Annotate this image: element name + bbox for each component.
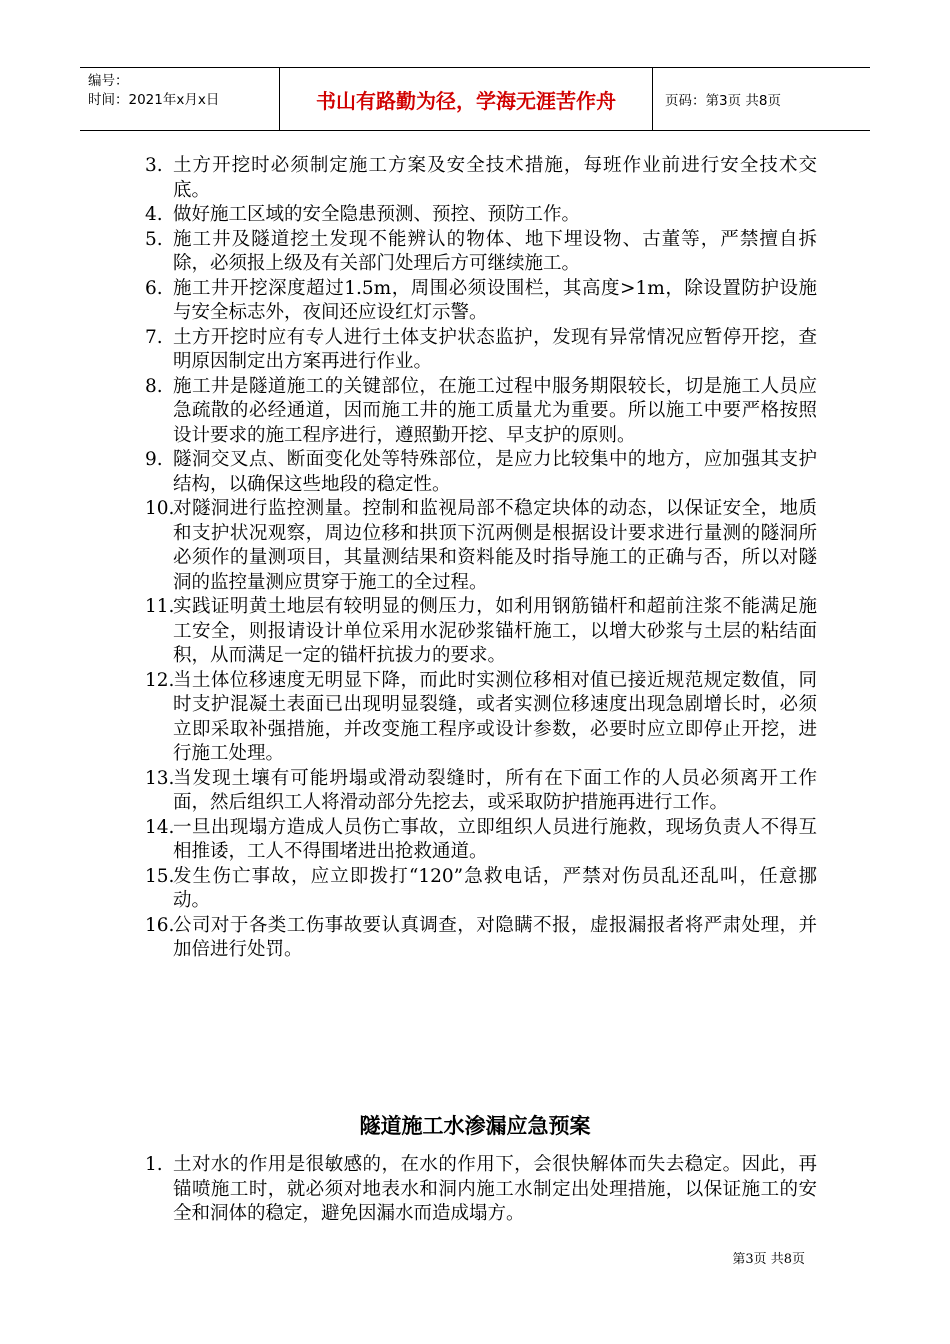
list-item-text: 土方开挖时应有专人进行土体支护状态监护，发现有异常情况应暂停开挖，查明原因制定出方案再进行作业。 [173,326,817,372]
list-item [145,865,817,914]
section-list [145,1153,817,1227]
list-item-text: 发生伤亡事故，应立即拨打“120”急救电话，严禁对伤员乱还乱叫，任意挪动。 [173,865,817,911]
list-item-number: 5. [145,228,163,250]
list-item-number: 14. [145,816,175,838]
list-item-number: 7. [145,326,163,348]
list-item [145,326,817,375]
list-item-number: 1. [145,1154,163,1175]
list-item-text: 一旦出现塌方造成人员伤亡事故，立即组织人员进行施救，现场负责人不得互相推诿，工人不得围堵进出抢救通道。 [173,816,817,862]
list-item-number: 13. [145,767,175,789]
list-item [145,277,817,326]
list-item-text: 施工井及隧道挖土发现不能辨认的物体、地下埋设物、古董等，严禁擅自拆除，必须报上级及有关部门处理后方可继续施工。 [173,228,817,274]
list-item-text: 施工井是隧道施工的关键部位，在施工过程中服务期限较长，切是施工人员应急疏散的必经通道，因而施工井的施工质量尤为重要。所以施工中要严格按照设计要求的施工程序进行，遵照勤开挖、早支护的原则。 [173,375,817,446]
page-footer: 第3页 共8页 [732,1252,805,1267]
page-header [80,67,870,131]
list-item-text: 做好施工区域的安全隐患预测、预控、预防工作。 [173,204,581,225]
list-item [145,375,817,449]
list-item [145,1153,817,1227]
list-item-number: 4. [145,204,163,225]
code-label: 编号： [88,73,129,89]
header-motto: 书山有路勤为径，学海无涯苦作舟 [280,68,653,130]
list-item-text: 当发现土壤有可能坍塌或滑动裂缝时，所有在下面工作的人员必须离开工作面，然后组织工人将滑动部分先挖去，或采取防护措施再进行工作。 [173,767,817,813]
rules-list [145,154,817,963]
list-item-text: 隧洞交叉点、断面变化处等特殊部位，是应力比较集中的地方，应加强其支护结构，以确保这些地段的稳定性。 [173,449,817,495]
header-page-info: 页码：第3页 共8页 [665,93,781,109]
list-item-text: 当土体位移速度无明显下降，而此时实测位移相对值已接近规范规定数值，同时支护混凝土表面已出现明显裂缝，或者实测位移速度出现急剧增长时，必须立即采取补强措施，并改变施工程序或设计参数，必要时应立即停止开挖，进行施工处理。 [173,669,817,764]
main-content [145,154,817,963]
list-item [145,767,817,816]
list-item-text: 公司对于各类工伤事故要认真调查，对隐瞒不报，虚报漏报者将严肃处理，并加倍进行处罚。 [173,914,817,960]
list-item [145,914,817,963]
list-item-number: 15. [145,865,175,887]
list-item-text: 实践证明黄土地层有较明显的侧压力，如利用钢筋锚杆和超前注浆不能满足施工安全，则报请设计单位采用水泥砂浆锚杆施工，以增大砂浆与土层的粘结面积，从而满足一定的锚杆抗拔力的要求。 [173,596,817,666]
list-item [145,669,817,767]
list-item [145,228,817,277]
list-item-text: 土对水的作用是很敏感的，在水的作用下，会很快解体而失去稳定。因此，再锚喷施工时，就必须对地表水和洞内施工水制定出处理措施，以保证施工的安全和洞体的稳定，避免因漏水而造成塌方。 [173,1154,817,1224]
list-item-number: 8. [145,375,163,397]
list-item-text: 土方开挖时必须制定施工方案及安全技术措施，每班作业前进行安全技术交底。 [173,155,817,201]
time-label: 时间：2021年x月x日 [88,92,220,108]
list-item-number: 11. [145,596,175,617]
list-item-number: 10. [145,498,175,519]
list-item [145,816,817,865]
list-item-number: 3. [145,155,163,176]
list-item-number: 12. [145,669,175,691]
header-meta [80,68,280,130]
list-item-text: 施工井开挖深度超过1.5m，周围必须设围栏，其高度>1m，除设置防护设施与安全标志外，夜间还应设红灯示警。 [173,277,817,323]
list-item [145,154,817,203]
list-item [145,203,817,228]
list-item-number: 9. [145,449,163,470]
list-item-text: 对隧洞进行监控测量。控制和监视局部不稳定块体的动态，以保证安全，地质和支护状况观察，周边位移和拱顶下沉两侧是根据设计要求进行量测的隧洞所必须作的量测项目，其量测结果和资料能及时指导施工的正确与否，所以对隧洞的监控量测应贯穿于施工的全过程。 [173,498,817,593]
list-item-number: 16. [145,914,175,936]
list-item [145,595,817,669]
section-content [145,1153,817,1227]
list-item [145,497,817,595]
list-item-number: 6. [145,277,163,299]
section-title: 隧道施工水渗漏应急预案 [359,1114,591,1138]
list-item [145,448,817,497]
